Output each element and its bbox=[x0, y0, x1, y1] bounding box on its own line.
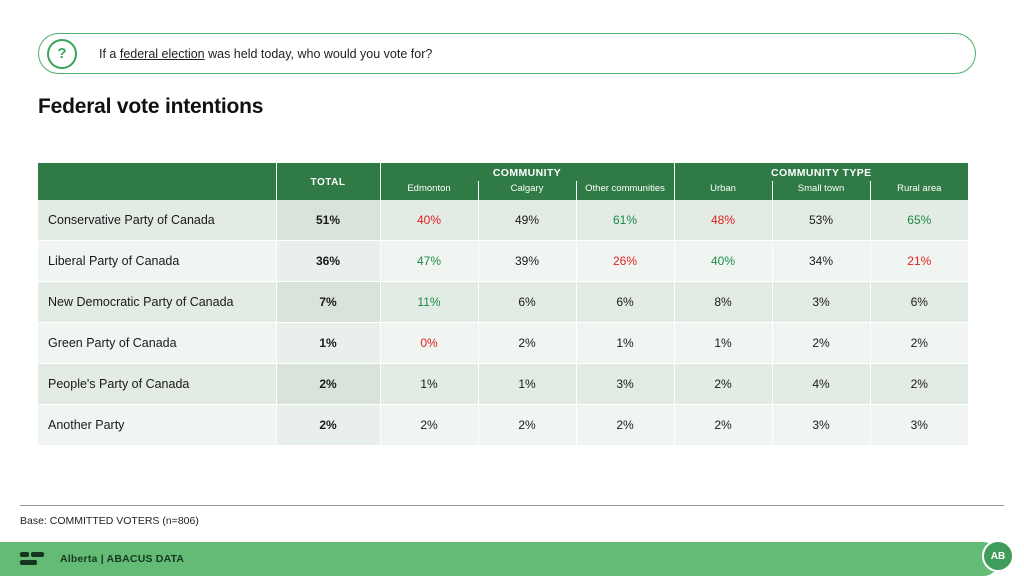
cell-value: 65% bbox=[870, 200, 968, 241]
cell-value: 3% bbox=[870, 405, 968, 446]
col-header-edmonton: Edmonton bbox=[380, 181, 478, 200]
row-label: Another Party bbox=[38, 405, 276, 446]
table-row bbox=[38, 405, 968, 446]
results-table-wrapper bbox=[38, 163, 966, 446]
cell-total: 1% bbox=[276, 323, 380, 364]
header-total: TOTAL bbox=[276, 163, 380, 200]
col-header-rural-area: Rural area bbox=[870, 181, 968, 200]
cell-value: 2% bbox=[870, 323, 968, 364]
cell-value: 1% bbox=[576, 323, 674, 364]
question-suffix: was held today, who would you vote for? bbox=[204, 46, 433, 61]
question-underlined: federal election bbox=[119, 46, 205, 61]
cell-value: 1% bbox=[380, 364, 478, 405]
col-header-other-communities: Other communities bbox=[576, 181, 674, 200]
group-header-row bbox=[38, 163, 968, 181]
footer-text: Alberta | ABACUS DATA bbox=[60, 553, 185, 565]
cell-value: 26% bbox=[576, 241, 674, 282]
cell-value: 47% bbox=[380, 241, 478, 282]
cell-value: 49% bbox=[478, 200, 576, 241]
cell-value: 6% bbox=[870, 282, 968, 323]
cell-value: 21% bbox=[870, 241, 968, 282]
header-blank bbox=[38, 163, 276, 200]
table-row bbox=[38, 282, 968, 323]
cell-value: 2% bbox=[772, 323, 870, 364]
col-header-calgary: Calgary bbox=[478, 181, 576, 200]
cell-value: 1% bbox=[674, 323, 772, 364]
question-text bbox=[99, 47, 432, 61]
table-row bbox=[38, 241, 968, 282]
cell-value: 1% bbox=[478, 364, 576, 405]
question-banner bbox=[38, 33, 976, 74]
question-prefix: If a bbox=[99, 46, 120, 61]
cell-value: 6% bbox=[576, 282, 674, 323]
cell-value: 4% bbox=[772, 364, 870, 405]
cell-value: 3% bbox=[772, 282, 870, 323]
cell-value: 8% bbox=[674, 282, 772, 323]
header-community-type: COMMUNITY TYPE bbox=[674, 163, 968, 181]
alberta-badge: AB bbox=[982, 540, 1014, 572]
header-community: COMMUNITY bbox=[380, 163, 674, 181]
cell-value: 2% bbox=[674, 364, 772, 405]
cell-total: 51% bbox=[276, 200, 380, 241]
cell-value: 40% bbox=[380, 200, 478, 241]
col-header-urban: Urban bbox=[674, 181, 772, 200]
table-head bbox=[38, 163, 968, 200]
abacus-logo-icon bbox=[20, 551, 46, 567]
cell-value: 0% bbox=[380, 323, 478, 364]
cell-value: 3% bbox=[772, 405, 870, 446]
cell-total: 36% bbox=[276, 241, 380, 282]
cell-value: 61% bbox=[576, 200, 674, 241]
cell-value: 2% bbox=[478, 405, 576, 446]
cell-value: 2% bbox=[478, 323, 576, 364]
cell-value: 40% bbox=[674, 241, 772, 282]
cell-value: 53% bbox=[772, 200, 870, 241]
cell-value: 2% bbox=[380, 405, 478, 446]
cell-value: 2% bbox=[870, 364, 968, 405]
row-label: New Democratic Party of Canada bbox=[38, 282, 276, 323]
cell-value: 2% bbox=[576, 405, 674, 446]
table-body bbox=[38, 200, 968, 446]
footer-divider bbox=[20, 505, 1004, 506]
cell-value: 3% bbox=[576, 364, 674, 405]
table-row bbox=[38, 364, 968, 405]
row-label: Conservative Party of Canada bbox=[38, 200, 276, 241]
cell-value: 34% bbox=[772, 241, 870, 282]
table-row bbox=[38, 200, 968, 241]
footer-bar bbox=[0, 542, 1000, 576]
cell-value: 2% bbox=[674, 405, 772, 446]
cell-value: 48% bbox=[674, 200, 772, 241]
col-header-small-town: Small town bbox=[772, 181, 870, 200]
row-label: Liberal Party of Canada bbox=[38, 241, 276, 282]
page-title: Federal vote intentions bbox=[38, 95, 264, 118]
cell-total: 7% bbox=[276, 282, 380, 323]
table-row bbox=[38, 323, 968, 364]
cell-total: 2% bbox=[276, 364, 380, 405]
results-table bbox=[38, 163, 968, 446]
base-note: Base: COMMITTED VOTERS (n=806) bbox=[20, 515, 199, 527]
cell-value: 6% bbox=[478, 282, 576, 323]
row-label: People's Party of Canada bbox=[38, 364, 276, 405]
cell-total: 2% bbox=[276, 405, 380, 446]
cell-value: 39% bbox=[478, 241, 576, 282]
cell-value: 11% bbox=[380, 282, 478, 323]
row-label: Green Party of Canada bbox=[38, 323, 276, 364]
question-mark-icon: ? bbox=[47, 39, 77, 69]
